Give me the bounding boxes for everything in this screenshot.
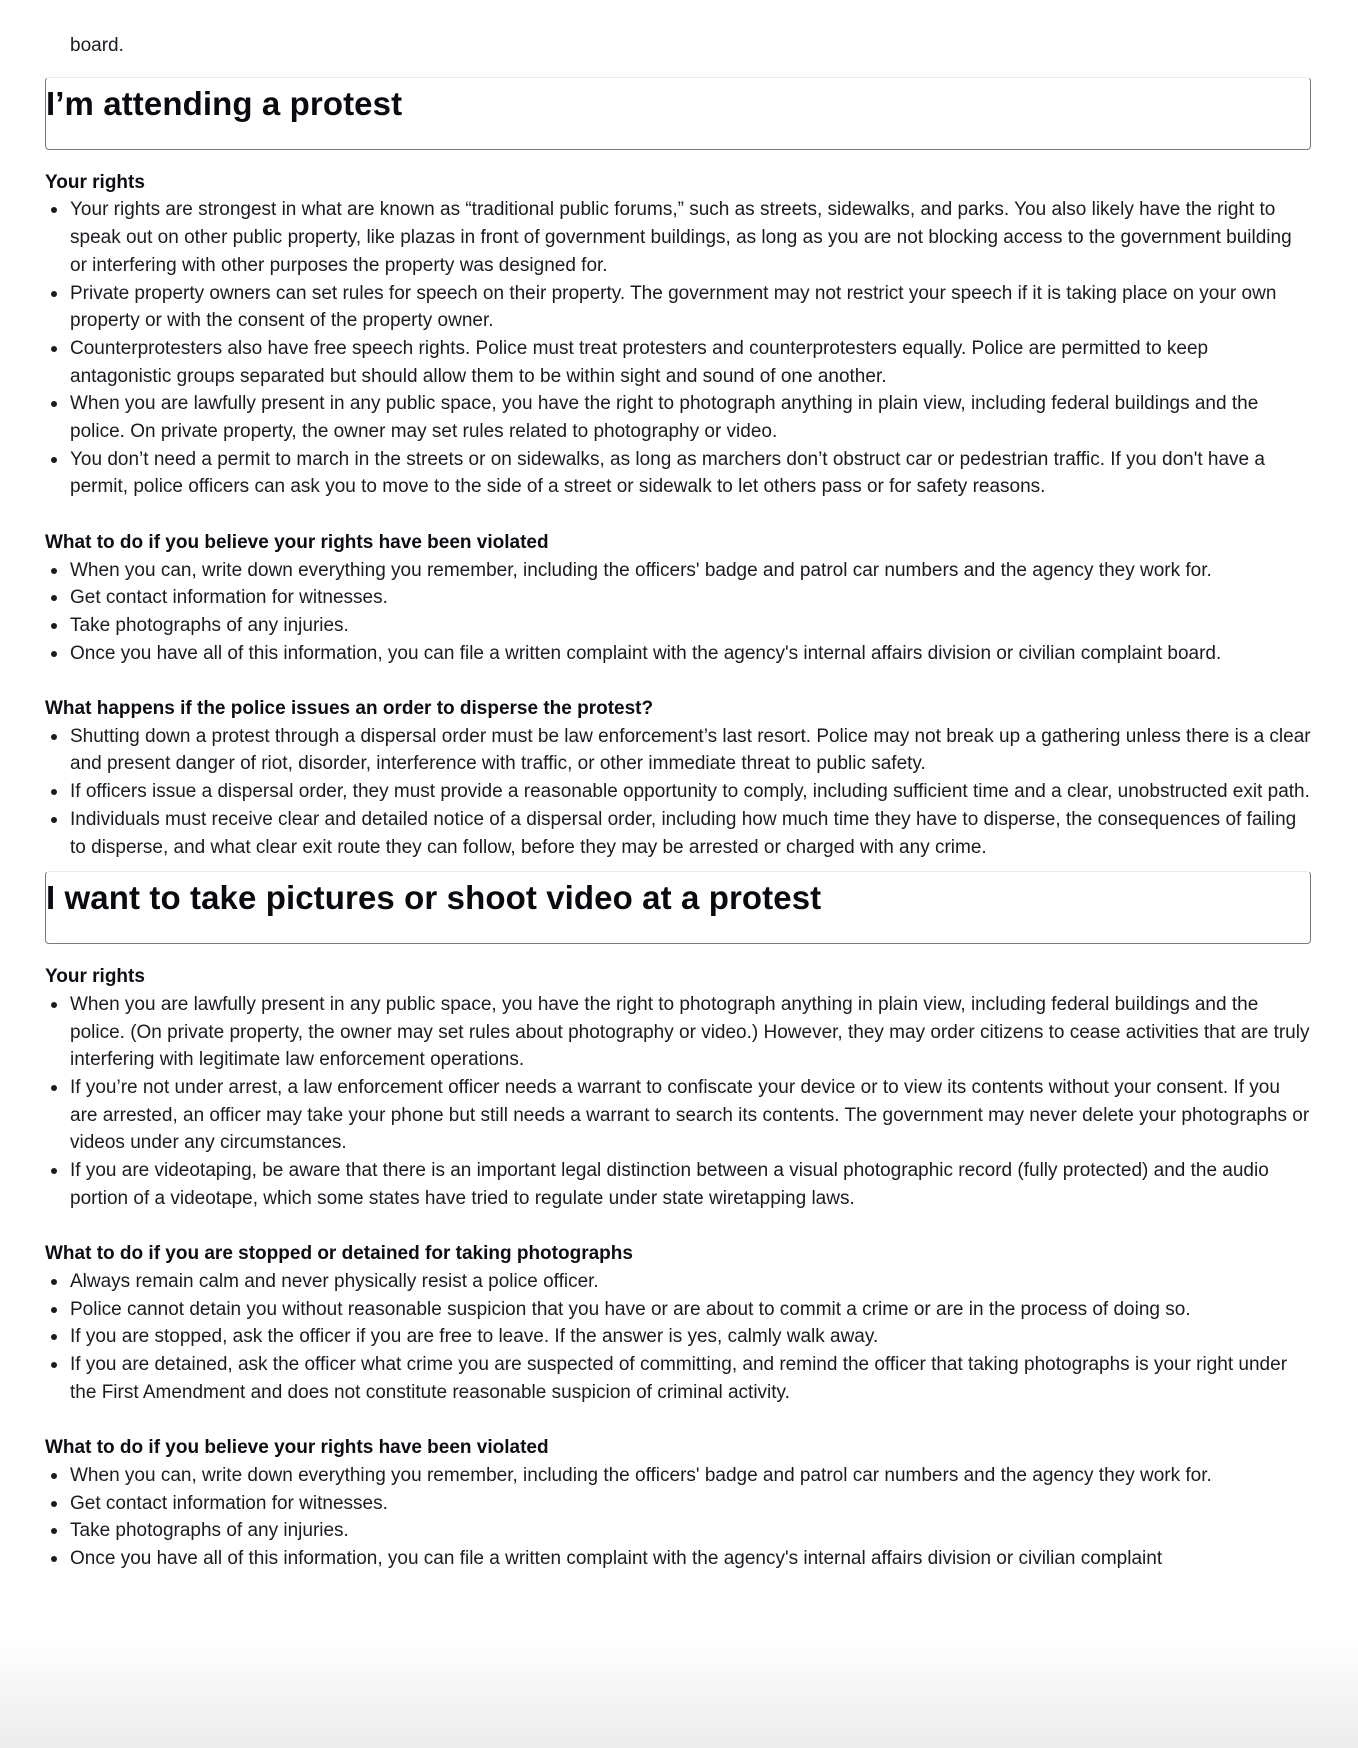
bullet-icon <box>51 346 57 352</box>
bullet-icon <box>51 1473 57 1479</box>
group-dispersal-order <box>45 695 1311 861</box>
previous-item-continuation: board. <box>70 35 124 56</box>
list-item: Your rights are strongest in what are known as “traditional public forums,” such as streets, sidewalks, and parks. You also likely have the right to speak out on other public property, like plazas in front of government buildings, as long as you are not blocking access to the government building or interfering with other purposes the property was designed for. <box>45 196 1311 279</box>
list-item: When you are lawfully present in any public space, you have the right to photograph anything in plain view, including federal buildings and the police. (On private property, the owner may set rules about photography or video.) However, they may order citizens to cease activities that are truly interfering with legitimate law enforcement operations. <box>45 991 1311 1074</box>
bullet-icon <box>51 1279 57 1285</box>
list-item: Once you have all of this information, you can file a written complaint with the agency's internal affairs division or civilian complaint board. <box>45 640 1311 668</box>
bullet-icon <box>51 1168 57 1174</box>
list-item: Get contact information for witnesses. <box>45 584 1311 612</box>
list-item: If you are stopped, ask the officer if you are free to leave. If the answer is yes, calmly walk away. <box>45 1323 1311 1351</box>
bullet-icon <box>51 1528 57 1534</box>
bullet-icon <box>51 568 57 574</box>
group-your-rights <box>45 963 1311 1212</box>
list-item: Individuals must receive clear and detailed notice of a dispersal order, including how much time they have to disperse, the consequences of failing to disperse, and what clear exit route they can follow, before they may be arrested or charged with any crime. <box>45 806 1311 861</box>
list-item: Take photographs of any injuries. <box>45 1517 1311 1545</box>
list-item: When you can, write down everything you remember, including the officers' badge and patrol car numbers and the agency they work for. <box>45 1462 1311 1490</box>
bullet-icon <box>51 1501 57 1507</box>
section-heading-box[interactable] <box>45 871 1311 944</box>
bullet-icon <box>51 207 57 213</box>
group-heading: Your rights <box>45 966 145 988</box>
list-item: Get contact information for witnesses. <box>45 1490 1311 1518</box>
section-heading-box[interactable] <box>45 77 1311 150</box>
list-item: When you are lawfully present in any public space, you have the right to photograph anything in plain view, including federal buildings and the police. On private property, the owner may set rules related to photography or video. <box>45 390 1311 445</box>
bullet-icon <box>51 1002 57 1008</box>
bullet-icon <box>51 651 57 657</box>
bullet-icon <box>51 1362 57 1368</box>
bottom-fade-overlay <box>0 1638 1358 1748</box>
group-your-rights <box>45 169 1311 501</box>
group-rights-violated <box>45 529 1311 668</box>
list-item: If you are detained, ask the officer what crime you are suspected of committing, and remind the officer that taking photographs is your right under the First Amendment and does not constitute reasonable suspicion of criminal activity. <box>45 1351 1311 1406</box>
bullet-icon <box>51 789 57 795</box>
bullet-list <box>45 1462 1311 1573</box>
list-item: If officers issue a dispersal order, they must provide a reasonable opportunity to comply, including sufficient time and a clear, unobstructed exit path. <box>45 778 1311 806</box>
group-stopped-detained <box>45 1240 1311 1406</box>
group-heading: What to do if you believe your rights have been violated <box>45 531 549 553</box>
list-item: Counterprotesters also have free speech rights. Police must treat protesters and counterprotesters equally. Police are permitted to keep antagonistic groups separated but should allow them to be within sight and sound of one another. <box>45 335 1311 390</box>
list-item: Take photographs of any injuries. <box>45 612 1311 640</box>
article-content <box>45 0 1311 1573</box>
list-item: Shutting down a protest through a dispersal order must be law enforcement’s last resort. Police may not break up a gathering unless there is a clear and present danger of riot, disorder, interference with traffic, or other immediate threat to public safety. <box>45 723 1311 778</box>
list-item: If you are videotaping, be aware that there is an important legal distinction between a visual photographic record (fully protected) and the audio portion of a videotape, which some states have tried to regulate under state wiretapping laws. <box>45 1157 1311 1212</box>
bullet-list <box>45 991 1311 1213</box>
section-title: I want to take pictures or shoot video at a protest <box>46 879 822 917</box>
group-heading: What to do if you are stopped or detained for taking photographs <box>45 1243 633 1265</box>
bullet-icon <box>51 401 57 407</box>
bullet-icon <box>51 1307 57 1313</box>
bullet-icon <box>51 623 57 629</box>
list-item: If you’re not under arrest, a law enforcement officer needs a warrant to confiscate your device or to view its contents without your consent. If you are arrested, an officer may take your phone but still needs a warrant to search its contents. The government may never delete your photographs or videos under any circumstances. <box>45 1074 1311 1157</box>
group-heading: Your rights <box>45 171 145 193</box>
section-pictures-video <box>45 871 1311 1572</box>
list-item: When you can, write down everything you remember, including the officers' badge and patrol car numbers and the agency they work for. <box>45 557 1311 585</box>
list-item: Always remain calm and never physically resist a police officer. <box>45 1268 1311 1296</box>
list-item: You don’t need a permit to march in the streets or on sidewalks, as long as marchers don’t obstruct car or pedestrian traffic. If you don't have a permit, police officers can ask you to move to the side of a street or sidewalk to let others pass or for safety reasons. <box>45 446 1311 501</box>
bullet-icon <box>51 1334 57 1340</box>
list-item: Private property owners can set rules for speech on their property. The government may not restrict your speech if it is taking place on your own property or with the consent of the property owner. <box>45 280 1311 335</box>
section-attending-protest <box>45 77 1311 862</box>
list-item: Police cannot detain you without reasonable suspicion that you have or are about to commit a crime or are in the process of doing so. <box>45 1296 1311 1324</box>
section-title: I’m attending a protest <box>46 84 403 122</box>
bullet-icon <box>51 817 57 823</box>
bullet-icon <box>51 595 57 601</box>
bullet-list <box>45 196 1311 501</box>
bullet-icon <box>51 1556 57 1562</box>
group-heading: What to do if you believe your rights have been violated <box>45 1437 549 1459</box>
list-item: Once you have all of this information, you can file a written complaint with the agency's internal affairs division or civilian complaint <box>45 1545 1311 1573</box>
group-rights-violated <box>45 1434 1311 1573</box>
bullet-list <box>45 723 1311 862</box>
bullet-icon <box>51 1085 57 1091</box>
bullet-list <box>45 557 1311 668</box>
bullet-list <box>45 1268 1311 1407</box>
bullet-icon <box>51 734 57 740</box>
bullet-icon <box>51 291 57 297</box>
group-heading: What happens if the police issues an order to disperse the protest? <box>45 698 654 720</box>
bullet-icon <box>51 457 57 463</box>
